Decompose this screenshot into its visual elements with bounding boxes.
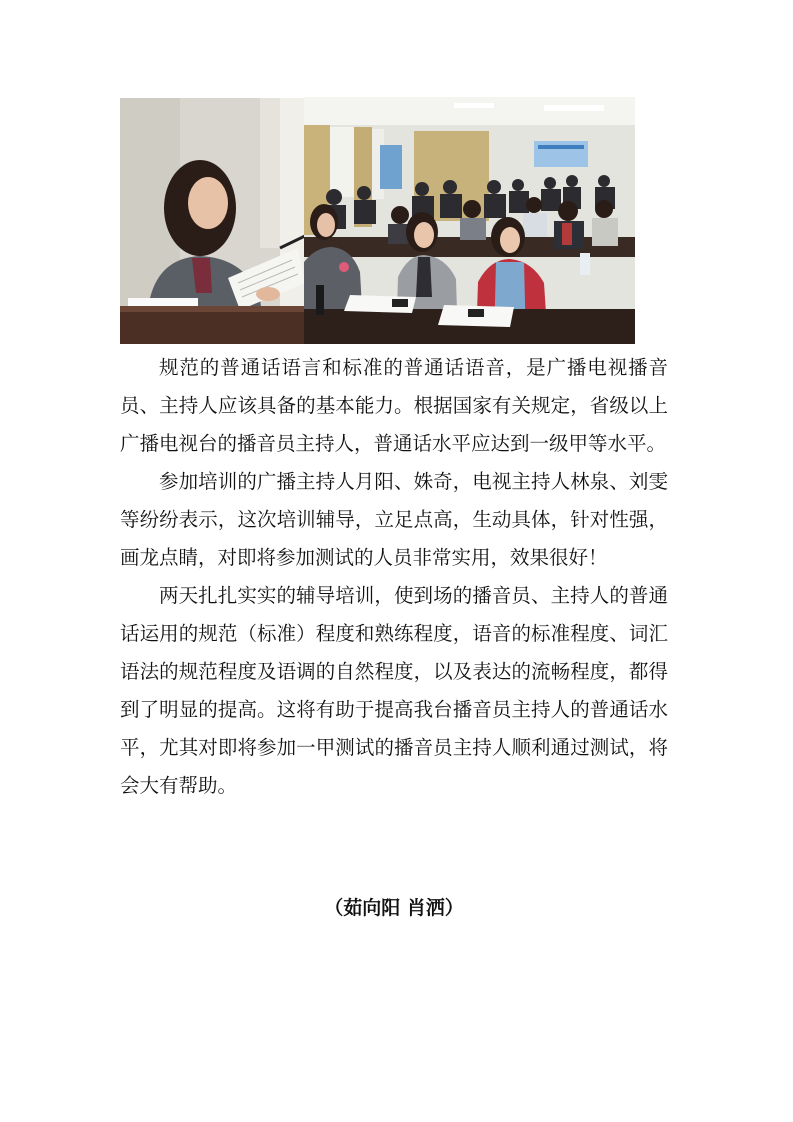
paragraph-3: 两天扎扎实实的辅导培训，使到场的播音员、主持人的普通话运用的规范（标准）程度和熟练程度，语音的标准程度、词汇语法的规范程度及语调的自然程度，以及表达的流畅程度，都得到了明显的提高。这将有助于提高我台播音员主持人的普通话水平，尤其对即将参加一甲测试的播音员主持人顺利通过测试，将会大有帮助。: [120, 584, 668, 797]
article-body: [120, 349, 668, 805]
author-byline: （茹向阳 肖洒）: [324, 897, 464, 919]
audience-photo: [304, 97, 635, 344]
speaker-photo: [120, 98, 305, 344]
paragraph-2: 参加培训的广播主持人月阳、姝奇，电视主持人林泉、刘雯等纷纷表示，这次培训辅导，立足点高，生动具体，针对性强，画龙点睛，对即将参加测试的人员非常实用，效果很好！: [120, 470, 668, 569]
paragraph-1: 规范的普通话语言和标准的普通话语音，是广播电视播音员、主持人应该具备的基本能力。根据国家有关规定，省级以上广播电视台的播音员主持人，普通话水平应达到一级甲等水平。: [120, 356, 668, 455]
audience-photo-illustration: [304, 97, 635, 344]
speaker-photo-illustration: [120, 98, 305, 344]
